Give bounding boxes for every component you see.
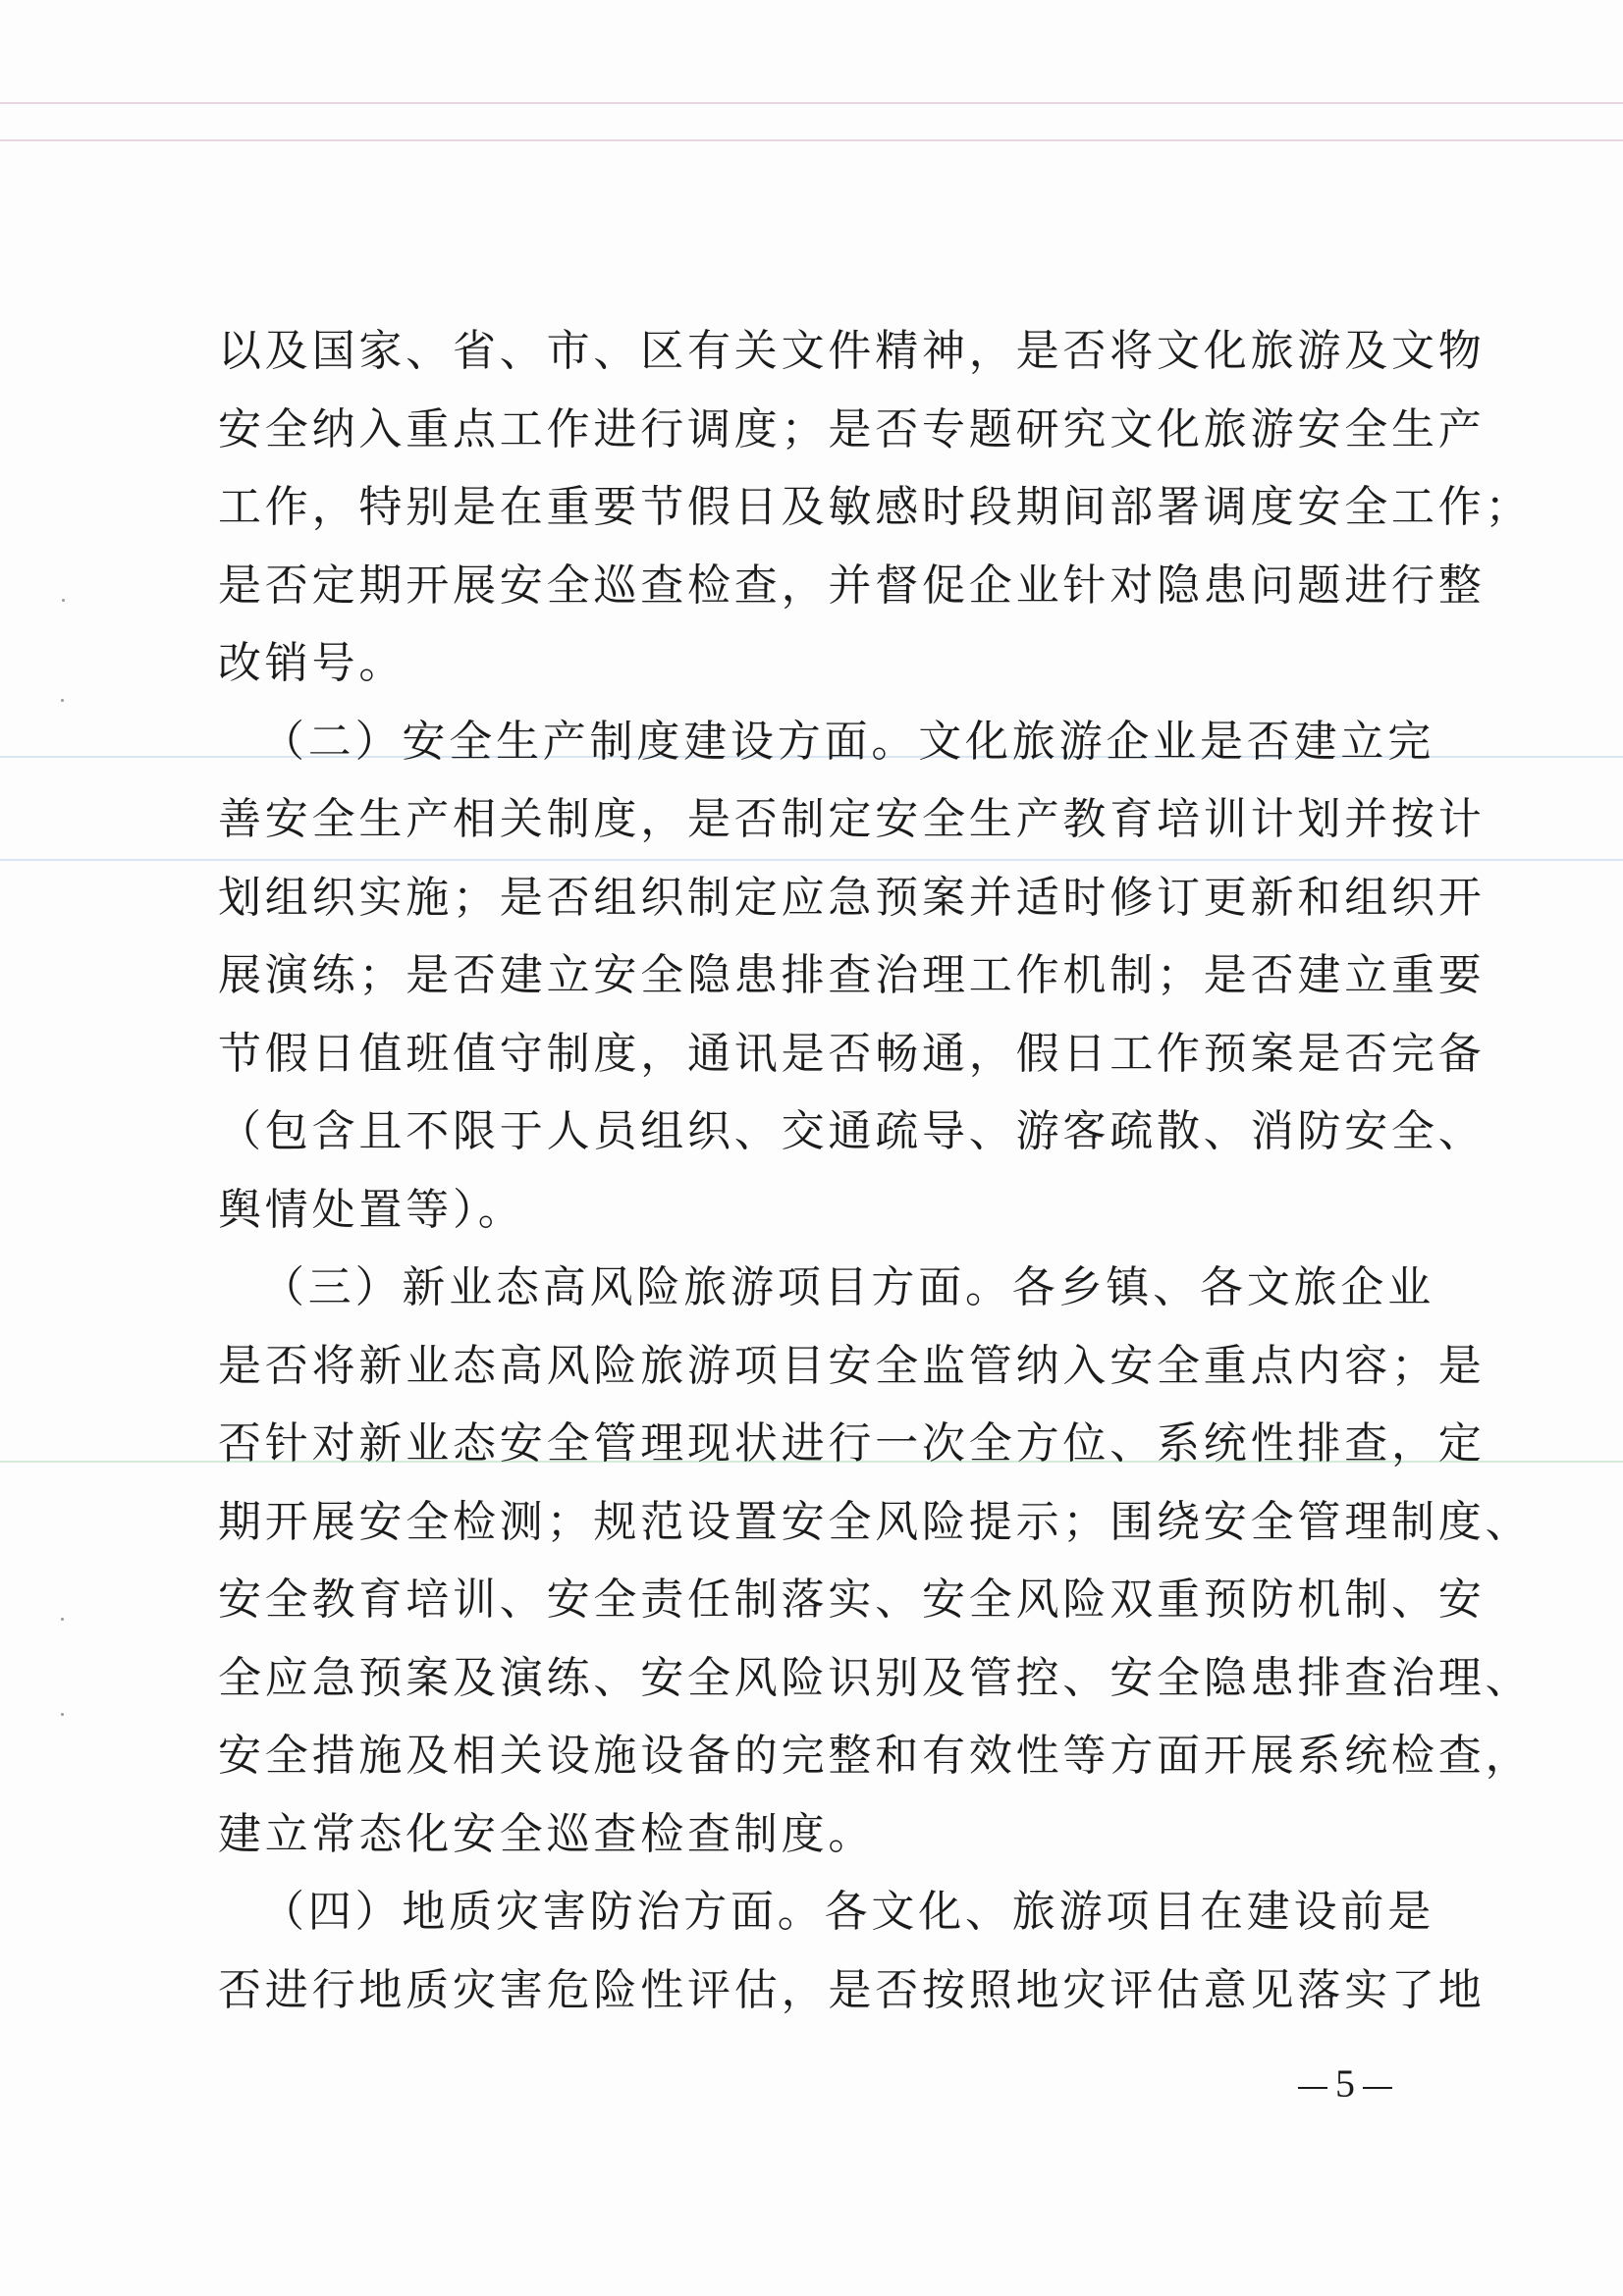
text-line: 划组织实施；是否组织制定应急预案并适时修订更新和组织开 <box>218 872 1486 923</box>
paragraph-1 <box>218 312 1533 703</box>
text-line: 善安全生产相关制度，是否制定安全生产教育培训计划并按计 <box>218 794 1486 844</box>
scan-speck <box>62 599 65 602</box>
ruled-line <box>0 102 1623 104</box>
paragraph-2 <box>218 703 1486 1250</box>
ruled-line <box>0 139 1623 141</box>
text-line: 舆情处置等）。 <box>218 1184 525 1235</box>
text-line: 期开展安全检测；规范设置安全风险提示；围绕安全管理制度、 <box>218 1496 1533 1547</box>
dash-right <box>1363 2087 1392 2089</box>
section-heading-line: （三）新业态高风险旅游项目方面。各乡镇、各文旅企业 <box>261 1262 1434 1312</box>
text-line: 工作，特别是在重要节假日及敏感时段期间部署调度安全工作； <box>218 482 1533 532</box>
text-line: （包含且不限于人员组织、交通疏导、游客疏散、消防安全、 <box>218 1106 1486 1156</box>
page-number-value: 5 <box>1335 2061 1355 2106</box>
text-line: 展演练；是否建立安全隐患排查治理工作机制；是否建立重要 <box>218 950 1486 1000</box>
section-heading-line: （四）地质灾害防治方面。各文化、旅游项目在建设前是 <box>261 1887 1434 1937</box>
text-line: 是否将新业态高风险旅游项目安全监管纳入安全重点内容；是 <box>218 1340 1486 1391</box>
text-line: 节假日值班值守制度，通讯是否畅通，假日工作预案是否完备 <box>218 1028 1486 1079</box>
scan-speck <box>61 1618 64 1621</box>
body-text <box>218 312 1533 2029</box>
paragraph-3 <box>218 1249 1533 1873</box>
text-line: 全应急预案及演练、安全风险识别及管控、安全隐患排查治理、 <box>218 1652 1533 1703</box>
section-heading-line: （二）安全生产制度建设方面。文化旅游企业是否建立完 <box>261 716 1434 767</box>
text-line: 否进行地质灾害危险性评估，是否按照地灾评估意见落实了地 <box>218 1964 1486 2015</box>
scan-speck <box>61 1713 64 1716</box>
text-line: 以及国家、省、市、区有关文件精神，是否将文化旅游及文物 <box>218 326 1486 376</box>
text-line: 建立常态化安全巡查检查制度。 <box>218 1808 876 1859</box>
text-line: 安全纳入重点工作进行调度；是否专题研究文化旅游安全生产 <box>218 403 1486 454</box>
text-line: 否针对新业态安全管理现状进行一次全方位、系统性排查，定 <box>218 1418 1486 1468</box>
page-number <box>1276 2059 1414 2109</box>
paragraph-4 <box>218 1873 1486 2029</box>
text-line: 是否定期开展安全巡查检查，并督促企业针对隐患问题进行整 <box>218 560 1486 611</box>
dash-left <box>1298 2087 1327 2089</box>
scan-speck <box>61 699 64 702</box>
text-line: 改销号。 <box>218 638 406 688</box>
text-line: 安全措施及相关设施设备的完整和有效性等方面开展系统检查， <box>218 1731 1533 1781</box>
text-line: 安全教育培训、安全责任制落实、安全风险双重预防机制、安 <box>218 1575 1486 1625</box>
